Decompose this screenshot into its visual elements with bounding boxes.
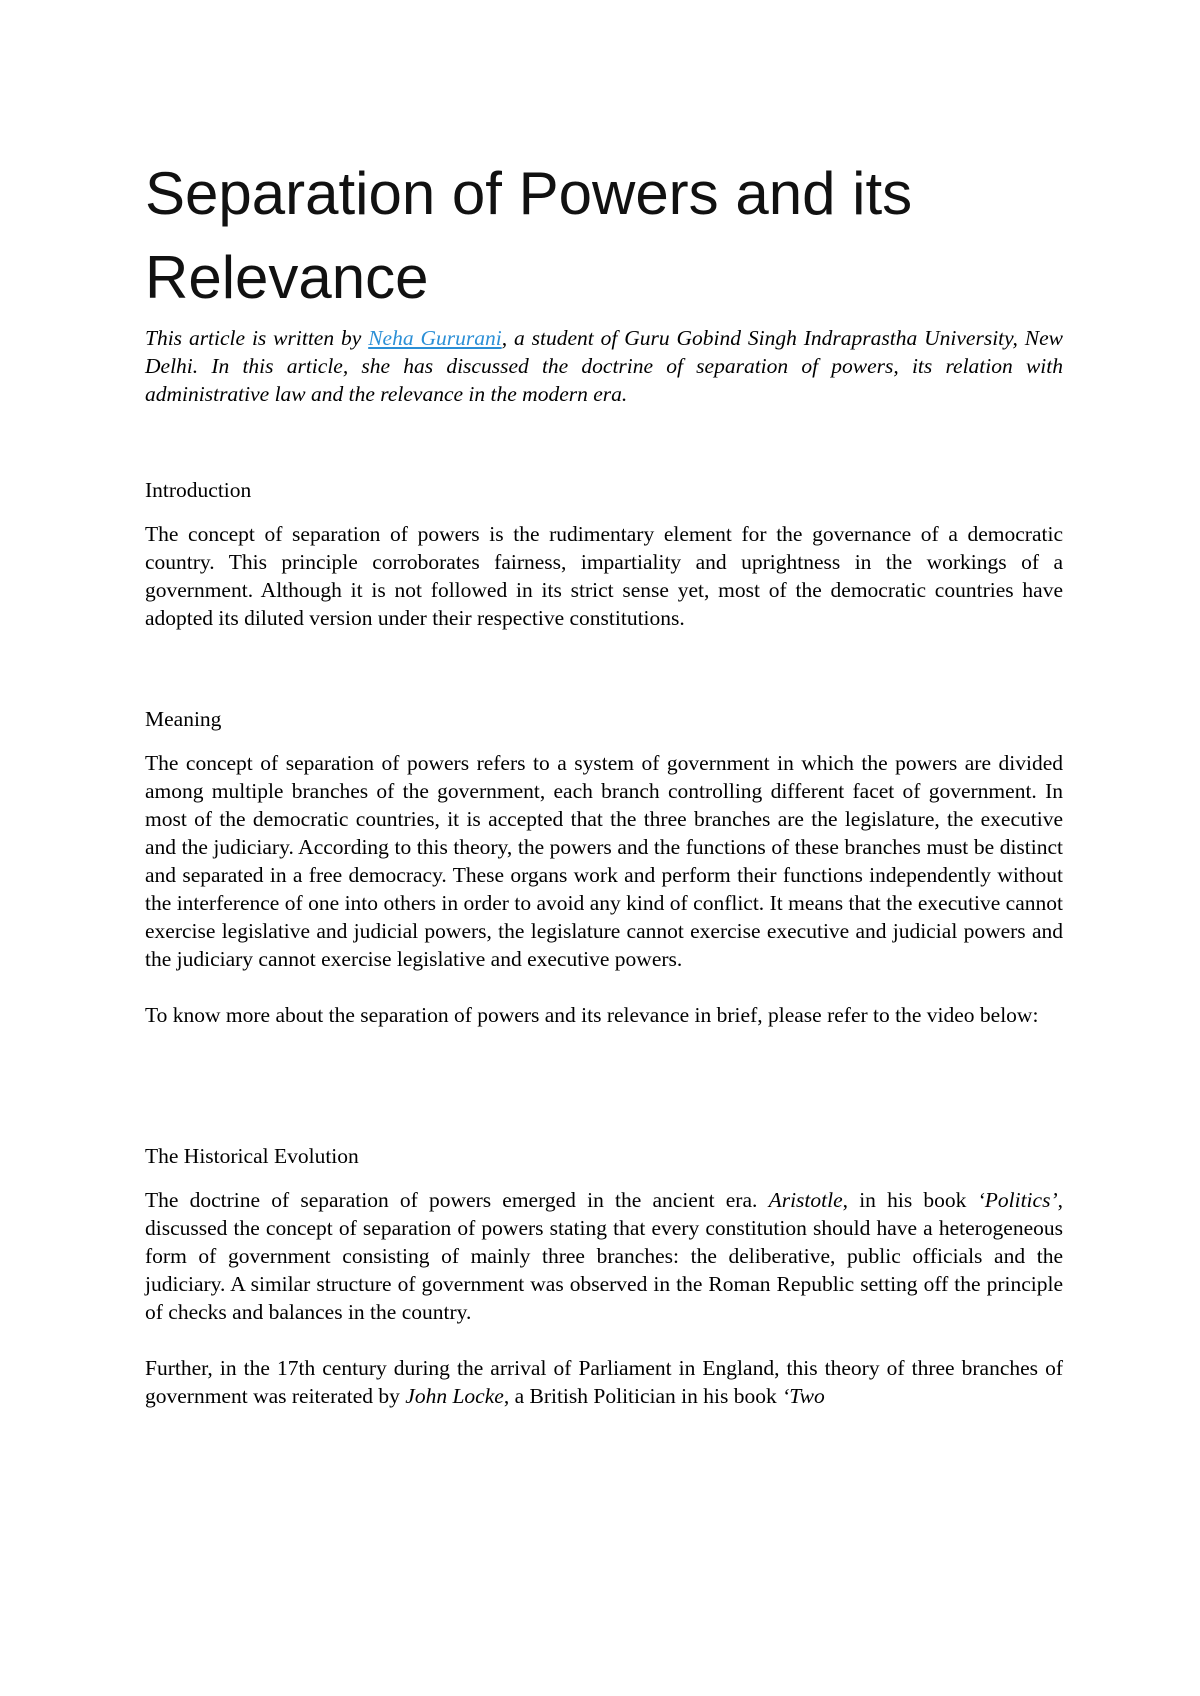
byline-prefix: This article is written by [145, 326, 369, 350]
byline-suffix: , a student of Guru Gobind Singh Indraprastha University, New Delhi. In this article, she has discussed the doctrine of separation of powers, its relation with administrative law and the relevance in the modern era. [145, 326, 1063, 406]
article-content [145, 152, 1063, 1410]
john-locke-name: John Locke [405, 1384, 504, 1408]
paragraph-meaning: The concept of separation of powers refers to a system of government in which the powers are divided among multiple branches of the government, each branch controlling different facet of government. In most of the democratic countries, it is accepted that the three branches are the legislature, the executive and the judiciary. According to this theory, the powers and the functions of these branches must be distinct and separated in a free democracy. These organs work and perform their functions independently without the interference of one into others in order to avoid any kind of conflict. It means that the executive cannot exercise legislative and judicial powers, the legislature cannot exercise executive and judicial powers and the judiciary cannot exercise legislative and executive powers. [145, 751, 1063, 971]
paragraph-history-1 [145, 1186, 1063, 1326]
author-link[interactable]: Neha Gururani [368, 326, 502, 350]
paragraph-introduction: The concept of separation of powers is the rudimentary element for the governance of a democratic country. This principle corroborates fairness, impartiality and uprightness in the workings of a government. Although it is not followed in its strict sense yet, most of the democratic countries have adopted its diluted version under their respective constitutions. [145, 522, 1063, 630]
history-2-text-a: Further, in the 17th century during the arrival of Parliament in England, this theory of three branches of government was reiterated by [145, 1356, 1063, 1408]
paragraph-video-reference: To know more about the separation of powers and its relevance in brief, please refer to the video below: [145, 1003, 1039, 1027]
history-1-text-b: , in his book [842, 1188, 978, 1212]
aristotle-name: Aristotle [768, 1188, 843, 1212]
article-byline [145, 324, 1063, 408]
two-treatises-fragment: ‘Two [782, 1384, 825, 1408]
heading-historical-evolution: The Historical Evolution [145, 1144, 359, 1168]
heading-introduction: Introduction [145, 478, 252, 502]
paragraph-history-2 [145, 1354, 1063, 1410]
history-1-text-a: The doctrine of separation of powers emerged in the ancient era. [145, 1188, 769, 1212]
politics-book-title: ‘Politics’ [977, 1188, 1058, 1212]
page-title: Separation of Powers and its Relevance [145, 160, 913, 311]
history-2-text-b: , a British Politician in his book [503, 1384, 783, 1408]
heading-meaning: Meaning [145, 707, 222, 731]
history-1-text-c: , discussed the concept of separation of powers stating that every constitution should have a heterogeneous form of government consisting of mainly three branches: the deliberative, public officials and the judiciary. A similar structure of government was observed in the Roman Republic setting off the principle of checks and balances in the country. [145, 1188, 1063, 1324]
